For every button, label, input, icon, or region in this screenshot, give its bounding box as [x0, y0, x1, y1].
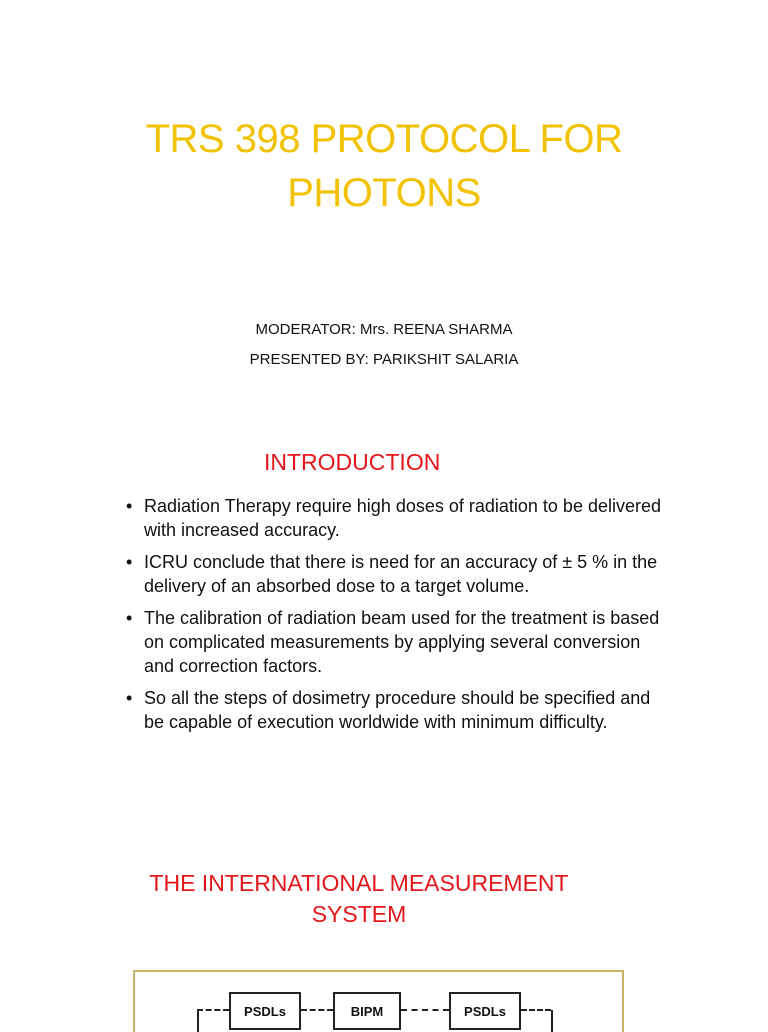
diagram-box-bipm: BIPM [333, 992, 401, 1030]
title-line-1: TRS 398 PROTOCOL FOR [145, 117, 623, 161]
title-line-2: PHOTONS [287, 171, 481, 215]
slide-title [0, 112, 768, 220]
diagram-dash-right-outer [521, 1009, 551, 1011]
moderator-text: MODERATOR: Mrs. REENA SHARMA [255, 321, 513, 338]
introduction-bullet-list [124, 494, 664, 742]
diagram-dash-left-outer [197, 1009, 229, 1011]
presenter-text: PRESENTED BY: PARIKSHIT SALARIA [249, 351, 519, 368]
bullet-item: • Radiation Therapy require high doses of radiation to be delivered with increased accuracy. [124, 494, 664, 542]
bullet-item: • ICRU conclude that there is need for an accuracy of ± 5 % in the delivery of an absorbed dose to a target volume. [124, 550, 664, 598]
bullet-item: • So all the steps of dosimetry procedure should be specified and be capable of execution worldwide with minimum difficulty. [124, 686, 664, 734]
measurement-system-diagram [133, 970, 624, 1032]
diagram-box-psdls-left: PSDLs [229, 992, 301, 1030]
measurement-system-heading [0, 868, 718, 930]
diagram-connector-right [551, 1010, 553, 1032]
diagram-connector-left [197, 1010, 199, 1032]
diagram-box-psdls-right: PSDLs [449, 992, 521, 1030]
diagram-dash-left [301, 1009, 333, 1011]
measurement-heading-line-1: THE INTERNATIONAL MEASUREMENT [149, 870, 569, 896]
measurement-heading-line-2: SYSTEM [311, 901, 407, 927]
bullet-item: • The calibration of radiation beam used for the treatment is based on complicated measurements by applying several conversion and correction factors. [124, 606, 664, 678]
introduction-heading: INTRODUCTION [264, 449, 441, 475]
diagram-dash-right [401, 1009, 449, 1011]
